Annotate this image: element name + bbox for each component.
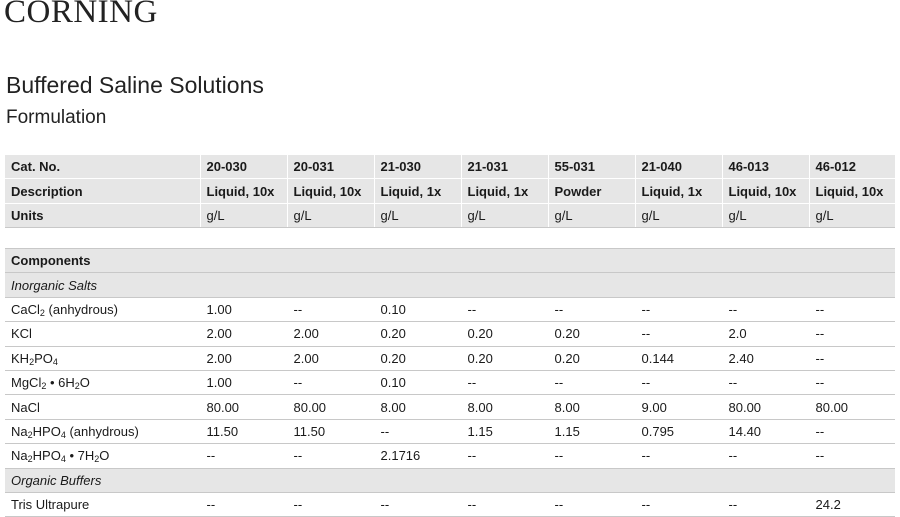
header-table [5, 155, 895, 228]
units-cell: g/L [287, 203, 374, 227]
value-cell: 0.20 [374, 346, 461, 370]
value-cell: 0.144 [635, 346, 722, 370]
value-cell: 8.00 [461, 395, 548, 419]
value-cell: -- [722, 444, 809, 468]
units-cell: g/L [635, 203, 722, 227]
value-cell: -- [809, 444, 895, 468]
description-cell: Liquid, 1x [461, 179, 548, 203]
value-cell: 2.1716 [374, 444, 461, 468]
units-cell: g/L [374, 203, 461, 227]
description-cell: Powder [548, 179, 635, 203]
description-cell: Liquid, 1x [635, 179, 722, 203]
value-cell: -- [287, 297, 374, 321]
value-cell: -- [722, 297, 809, 321]
units-label: Units [5, 203, 200, 227]
table-row [5, 346, 895, 370]
component-name: Tris Ultrapure [5, 492, 200, 516]
value-cell: 8.00 [374, 395, 461, 419]
value-cell: 8.00 [548, 395, 635, 419]
value-cell: -- [635, 444, 722, 468]
page-title: Buffered Saline Solutions [6, 72, 264, 98]
value-cell: -- [461, 444, 548, 468]
cat-no-cell: 55-031 [548, 155, 635, 179]
units-cell: g/L [722, 203, 809, 227]
value-cell: 1.00 [200, 297, 287, 321]
value-cell: -- [548, 444, 635, 468]
component-name: $KH_2PO_4$ [5, 346, 200, 370]
cat-no-cell: 46-012 [809, 155, 895, 179]
value-cell: 1.15 [548, 419, 635, 443]
value-cell: -- [548, 297, 635, 321]
value-cell: 1.00 [200, 370, 287, 394]
description-cell: Liquid, 10x [809, 179, 895, 203]
value-cell: 2.00 [200, 322, 287, 346]
cat-no-row [5, 155, 895, 179]
value-cell: 11.50 [287, 419, 374, 443]
value-cell: 80.00 [809, 395, 895, 419]
value-cell: -- [287, 492, 374, 516]
value-cell: -- [635, 322, 722, 346]
description-cell: Liquid, 10x [722, 179, 809, 203]
value-cell: 2.00 [287, 346, 374, 370]
table-row [5, 297, 895, 321]
value-cell: 0.795 [635, 419, 722, 443]
value-cell: 2.00 [287, 322, 374, 346]
value-cell: -- [809, 297, 895, 321]
value-cell: -- [548, 370, 635, 394]
value-cell: 2.40 [722, 346, 809, 370]
cat-no-label: Cat. No. [5, 155, 200, 179]
table-row [5, 395, 895, 419]
value-cell: -- [722, 370, 809, 394]
value-cell: -- [809, 346, 895, 370]
cat-no-cell: 46-013 [722, 155, 809, 179]
value-cell: -- [287, 370, 374, 394]
units-cell: g/L [548, 203, 635, 227]
value-cell: -- [287, 444, 374, 468]
inorganic-salts-row [5, 273, 895, 297]
value-cell: 2.00 [200, 346, 287, 370]
value-cell: 0.20 [548, 346, 635, 370]
components-section-row [5, 249, 895, 273]
table-row [5, 492, 895, 516]
value-cell: 0.20 [461, 346, 548, 370]
value-cell: 80.00 [200, 395, 287, 419]
value-cell: -- [461, 492, 548, 516]
value-cell: -- [461, 370, 548, 394]
component-name: NaCl [5, 395, 200, 419]
value-cell: 2.0 [722, 322, 809, 346]
value-cell: -- [635, 297, 722, 321]
units-cell: g/L [200, 203, 287, 227]
description-cell: Liquid, 10x [200, 179, 287, 203]
value-cell: 0.20 [461, 322, 548, 346]
corning-logo: CORNING [4, 0, 158, 30]
value-cell: 0.10 [374, 297, 461, 321]
cat-no-cell: 21-031 [461, 155, 548, 179]
value-cell: -- [809, 419, 895, 443]
units-row [5, 203, 895, 227]
component-name: MgCl$_2$ • $6H_2O$ [5, 370, 200, 394]
page-subtitle: Formulation [6, 107, 107, 128]
components-heading: Components [5, 249, 895, 273]
value-cell: 24.2 [809, 492, 895, 516]
units-cell: g/L [461, 203, 548, 227]
organic-buffers-row [5, 468, 895, 492]
cat-no-cell: 20-030 [200, 155, 287, 179]
table-row [5, 419, 895, 443]
units-cell: g/L [809, 203, 895, 227]
value-cell: 80.00 [287, 395, 374, 419]
value-cell: -- [809, 370, 895, 394]
value-cell: 11.50 [200, 419, 287, 443]
value-cell: -- [374, 419, 461, 443]
component-name: KCl [5, 322, 200, 346]
value-cell: -- [200, 444, 287, 468]
description-row [5, 179, 895, 203]
value-cell: -- [374, 492, 461, 516]
description-cell: Liquid, 10x [287, 179, 374, 203]
value-cell: 1.15 [461, 419, 548, 443]
description-cell: Liquid, 1x [374, 179, 461, 203]
value-cell: -- [200, 492, 287, 516]
value-cell: 0.20 [374, 322, 461, 346]
value-cell: 14.40 [722, 419, 809, 443]
cat-no-cell: 21-040 [635, 155, 722, 179]
table-row [5, 370, 895, 394]
value-cell: 9.00 [635, 395, 722, 419]
value-cell: -- [548, 492, 635, 516]
component-name: CaCl$_2$ (anhydrous) [5, 297, 200, 321]
value-cell: 80.00 [722, 395, 809, 419]
value-cell: 0.20 [548, 322, 635, 346]
components-table [5, 248, 895, 517]
cat-no-cell: 21-030 [374, 155, 461, 179]
organic-buffers-heading: Organic Buffers [5, 468, 895, 492]
value-cell: -- [809, 322, 895, 346]
component-name: $Na_2HPO_4$ (anhydrous) [5, 419, 200, 443]
cat-no-cell: 20-031 [287, 155, 374, 179]
value-cell: -- [722, 492, 809, 516]
inorganic-salts-heading: Inorganic Salts [5, 273, 895, 297]
value-cell: -- [635, 492, 722, 516]
description-label: Description [5, 179, 200, 203]
table-row [5, 444, 895, 468]
table-row [5, 322, 895, 346]
value-cell: -- [461, 297, 548, 321]
component-name: $Na_2HPO_4$ • $7H_2O$ [5, 444, 200, 468]
value-cell: -- [635, 370, 722, 394]
value-cell: 0.10 [374, 370, 461, 394]
